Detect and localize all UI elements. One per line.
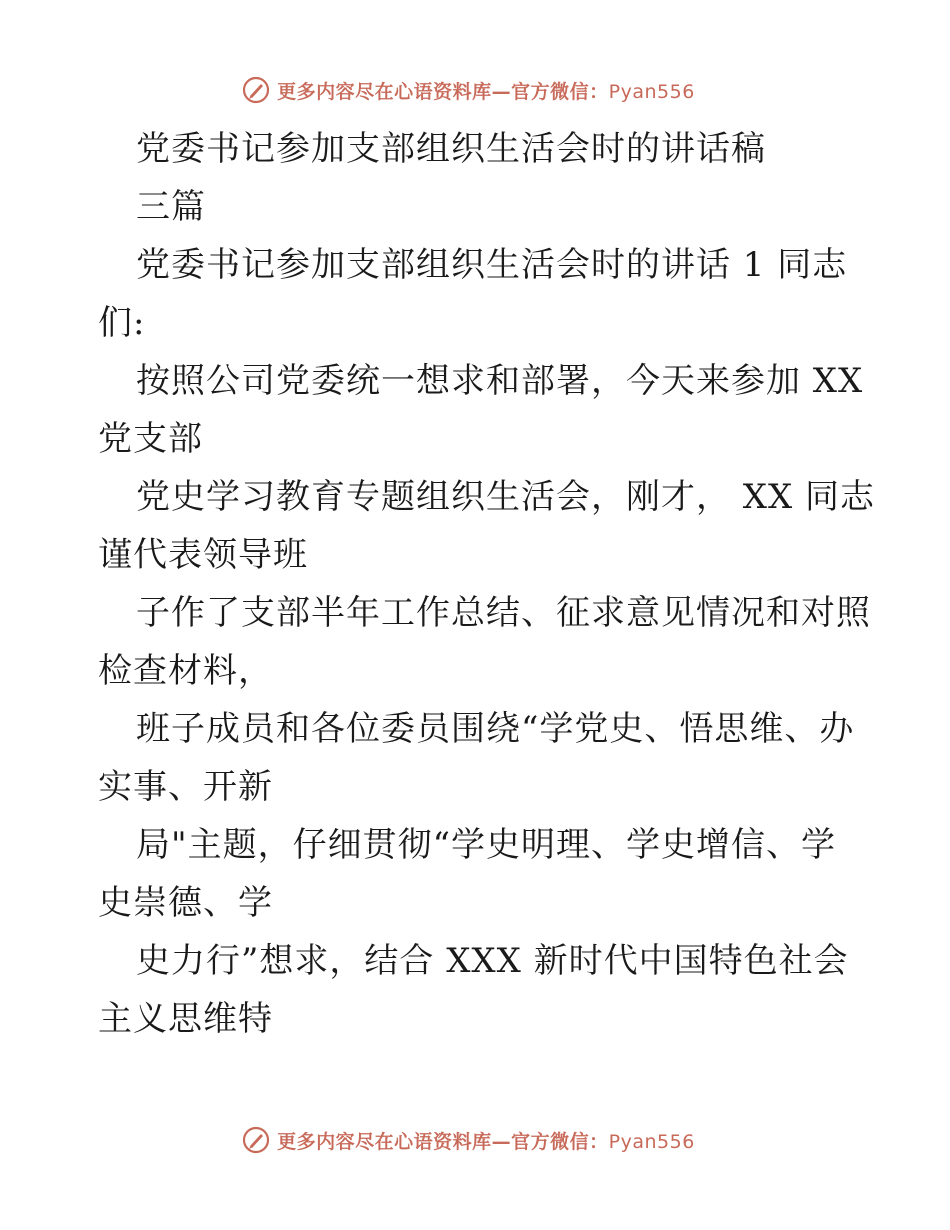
doc-line: 党史学习教育专题组织生活会，刚才， XX 同志 — [136, 477, 876, 517]
doc-line: 按照公司党委统一想求和部署，今天来参加 XX — [136, 361, 864, 401]
doc-line: 子作了支部半年工作总结、征求意见情况和对照 — [136, 593, 871, 633]
footer-banner-handle: Pyan556 — [608, 1130, 695, 1153]
footer-banner — [0, 1120, 950, 1160]
doc-line: 谨代表领导班 — [98, 535, 308, 575]
doc-line: 实事、开新 — [98, 767, 273, 807]
doc-line: 主义思维特 — [98, 999, 273, 1039]
document-body — [98, 120, 876, 1048]
doc-line: 党支部 — [98, 419, 203, 459]
doc-line: 班子成员和各位委员围绕“学党史、悟思维、办 — [136, 709, 855, 749]
doc-line: 局"主题，仔细贯彻“学史明理、学史增信、学 — [136, 825, 837, 865]
quill-logo-icon — [241, 75, 271, 105]
doc-line: 们: — [98, 303, 146, 343]
header-banner-text: 更多内容尽在心语资料库—官方微信：Pyan556 — [277, 80, 695, 103]
quill-logo-icon — [241, 1125, 271, 1155]
header-banner — [0, 70, 950, 110]
doc-line: 史力行”想求，结合 XXX 新时代中国特色社会 — [136, 941, 849, 981]
doc-line: 党委书记参加支部组织生活会时的讲话 1 同志 — [136, 245, 848, 285]
header-banner-handle: Pyan556 — [608, 80, 695, 103]
doc-line: 党委书记参加支部组织生活会时的讲话稿 — [136, 129, 766, 169]
doc-line: 三篇 — [136, 187, 206, 227]
footer-banner-text: 更多内容尽在心语资料库—官方微信：Pyan556 — [277, 1130, 695, 1153]
doc-line: 检查材料， — [98, 651, 273, 691]
doc-line: 史崇德、学 — [98, 883, 273, 923]
